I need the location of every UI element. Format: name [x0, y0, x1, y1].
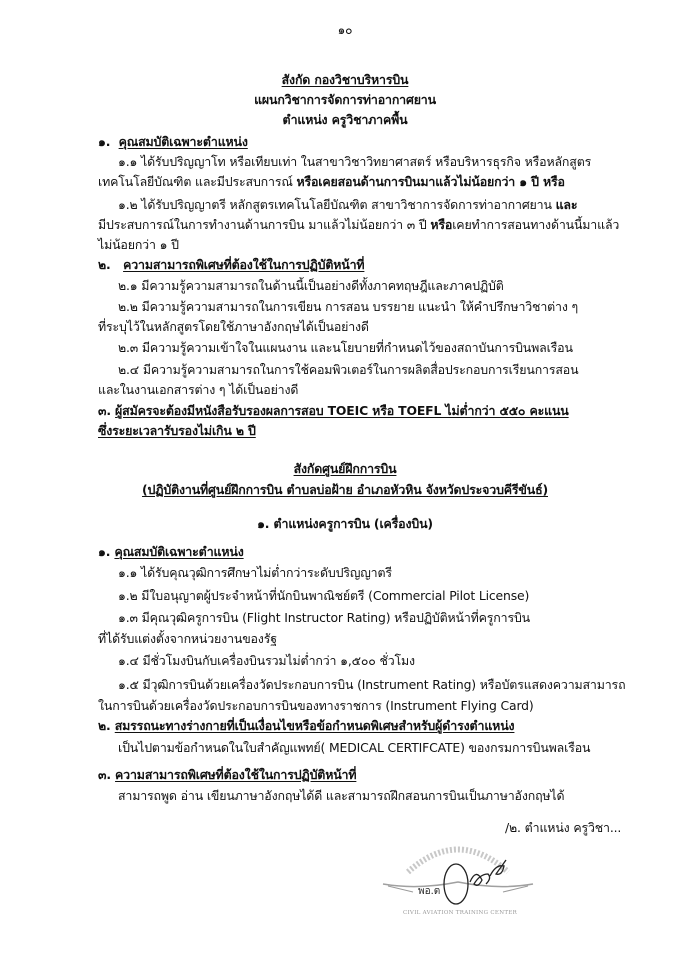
seal-org-text: CIVIL AVIATION TRAINING CENTER [402, 910, 518, 916]
official-seal-icon [378, 832, 538, 912]
section2-q1-4: ๑.๔ มีชั่วโมงบินกับเครื่องบินรวมไม่ต่ำกว่า ๑,๕๐๐ ชั่วโมง [118, 653, 415, 668]
heading-number: ๒. [98, 257, 111, 272]
section2-q1-2: ๑.๒ มีใบอนุญาตผู้ประจำหน้าที่นักบินพาณิชย์ตรี (Commercial Pilot License) [118, 588, 530, 603]
section1-q2-3: ๒.๓ มีความรู้ความเข้าใจในแผนงาน และนโยบายที่กำหนดไว้ของสถาบันการบินพลเรือน [118, 340, 573, 355]
text-bold: หรือเคยสอนด้านการบินมาแล้วไม่น้อยกว่า ๑ ปี หรือ [296, 174, 565, 189]
section1-q1-2-line1 [118, 196, 577, 213]
section1-q1-1-line1: ๑.๑ ได้รับปริญญาโท หรือเทียบเท่า ในสาขาวิชาวิทยาศาสตร์ หรือบริหารธุรกิจ หรือหลักสูตร [118, 154, 592, 169]
section2-q2-body: เป็นไปตามข้อกำหนดในใบสำคัญแพทย์( MEDICAL CERTIFCATE) ของกรมการบินพลเรือน [118, 740, 591, 755]
section1-q2-2-line2: ที่ระบุไว้ในหลักสูตรโดยใช้ภาษาอังกฤษได้เป็นอย่างดี [98, 319, 369, 334]
continuation-note: /๒. ตำแหน่ง ครูวิชา... [505, 820, 622, 835]
section2-q3-heading [98, 766, 356, 783]
heading-text: สมรรถนะทางร่างกายที่เป็นเงื่อนไขหรือข้อกำหนดพิเศษสำหรับผู้ดำรงตำแหน่ง [114, 718, 515, 733]
heading-number: ๑. [98, 544, 115, 559]
text-normal: มีประสบการณ์ในการทำงานด้านการบิน มาแล้วไม่น้อยกว่า ๓ ปี [98, 217, 431, 232]
section2-q1-3-line1: ๑.๓ มีคุณวุฒิครูการบิน (Flight Instructor Rating) หรือปฏิบัติหน้าที่ครูการบิน [118, 610, 530, 625]
section2-location: (ปฏิบัติงานที่ศูนย์ฝึกการบิน ตำบลบ่อฝ้าย อำเภอหัวหิน จังหวัดประจวบคีรีขันธ์) [141, 482, 548, 497]
section1-position: ตำแหน่ง ครูวิชาภาคพื้น [282, 112, 408, 127]
section1-affiliation-title: สังกัด กองวิชาบริหารบิน [281, 72, 409, 87]
heading-number: ๓. [98, 403, 116, 418]
page-number: ๑๐ [337, 23, 353, 37]
heading-text: คุณสมบัติเฉพาะตำแหน่ง [114, 544, 244, 559]
text-normal: เคยทำการสอนทางด้านนี้มาแล้ว [452, 217, 620, 232]
section2-q2-heading [98, 717, 514, 734]
section2-q1-3-line2: ที่ได้รับแต่งตั้งจากหน่วยงานของรัฐ [98, 631, 277, 646]
svg-text:พอ.ต: พอ.ต [418, 886, 441, 897]
section1-q2-1: ๒.๑ มีความรู้ความสามารถในด้านนี้เป็นอย่างดีทั้งภาคทฤษฎีและภาคปฏิบัติ [118, 278, 504, 293]
section1-q2-4-line2: และในงานเอกสารต่าง ๆ ได้เป็นอย่างดี [98, 382, 299, 397]
heading-number: ๓. [98, 767, 116, 782]
text-bold: และ [555, 197, 578, 212]
section2-q1-5-line1: ๑.๕ มีวุฒิการบินด้วยเครื่องวัดประกอบการบิน (Instrument Rating) หรือบัตรแสดงความสามารถ [118, 677, 626, 692]
heading-number: ๑. [98, 134, 119, 149]
section2-q1-1: ๑.๑ ได้รับคุณวุฒิการศึกษาไม่ต่ำกว่าระดับปริญญาตรี [118, 565, 392, 580]
section1-q3-line2: ซึ่งระยะเวลารับรองไม่เกิน ๒ ปี [98, 423, 256, 438]
section1-q2-4-line1: ๒.๔ มีความรู้ความสามารถในการใช้คอมพิวเตอร์ในการผลิตสื่อประกอบการเรียนการสอน [118, 362, 579, 377]
section1-q1-2-line2 [98, 216, 619, 233]
heading-number: ๒. [98, 718, 115, 733]
section2-position-title: ๑. ตำแหน่งครูการบิน (เครื่องบิน) [257, 516, 433, 531]
section1-q3-line1 [98, 402, 569, 419]
text-bold: หรือ [430, 217, 453, 232]
section1-q1-heading [98, 133, 248, 150]
heading-text: ความสามารถพิเศษที่ต้องใช้ในการปฏิบัติหน้าที่ [115, 767, 357, 782]
heading-text: คุณสมบัติเฉพาะตำแหน่ง [118, 134, 248, 149]
section1-department: แผนกวิชาการจัดการท่าอากาศยาน [254, 92, 436, 107]
text-normal: ๑.๒ ได้รับปริญญาตรี หลักสูตรเทคโนโลยีบัณฑิต สาขาวิชาการจัดการท่าอากาศยาน [118, 197, 556, 212]
heading-text: ผู้สมัครจะต้องมีหนังสือรับรองผลการสอบ TOEIC หรือ TOEFL ไม่ต่ำกว่า ๕๕๐ คะแนน [115, 403, 569, 418]
section1-q1-2-line3: ไม่น้อยกว่า ๑ ปี [98, 237, 179, 252]
heading-text: ความสามารถพิเศษที่ต้องใช้ในการปฏิบัติหน้าที่ [123, 257, 365, 272]
section2-q3-body: สามารถพูด อ่าน เขียนภาษาอังกฤษได้ดี และสามารถฝึกสอนการบินเป็นภาษาอังกฤษได้ [118, 788, 565, 803]
section2-affiliation-title: สังกัดศูนย์ฝึกการบิน [293, 461, 397, 476]
section2-q1-5-line2: ในการบินด้วยเครื่องวัดประกอบการบินของทางราชการ (Instrument Flying Card) [98, 698, 534, 713]
text-normal: เทคโนโลยีบัณฑิต และมีประสบการณ์ [98, 174, 297, 189]
section1-q1-1-line2 [98, 173, 565, 190]
section2-q1-heading [98, 543, 244, 560]
section1-q2-heading [98, 256, 364, 273]
section1-q2-2-line1: ๒.๒ มีความรู้ความสามารถในการเขียน การสอน บรรยาย แนะนำ ให้คำปรึกษาวิชาต่าง ๆ [118, 299, 579, 314]
